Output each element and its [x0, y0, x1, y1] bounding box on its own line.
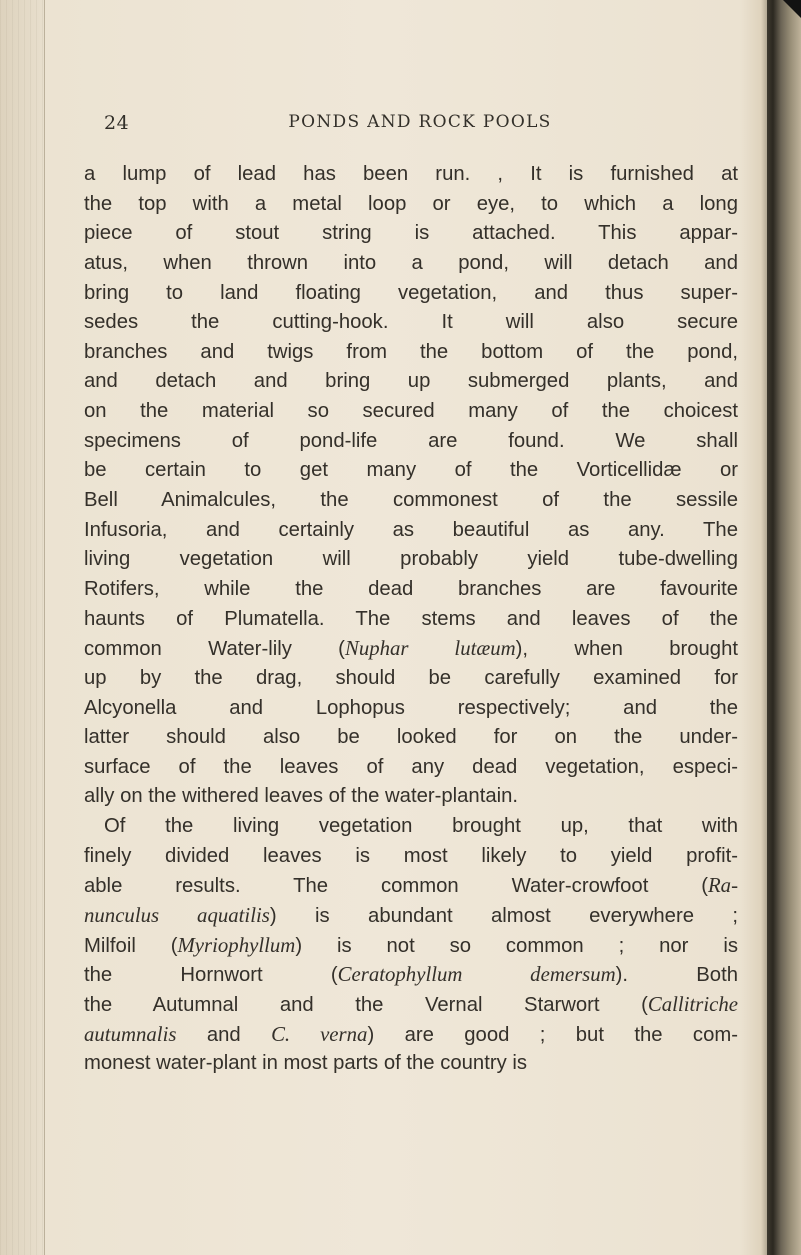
text-line: branches and twigs from the bottom of the pond,: [84, 340, 738, 363]
text-line: surface of the leaves of any dead vegetation, especi-: [84, 755, 738, 778]
text-line: [84, 931, 738, 961]
text-line: up by the drag, should be carefully examined for: [84, 666, 738, 689]
text-line: sedes the cutting-hook. It will also secure: [84, 311, 738, 334]
text-fragment: ). Both: [615, 964, 738, 987]
text-fragment: the Hornwort (: [84, 964, 338, 987]
text-line: Bell Animalcules, the commonest of the sessile: [84, 489, 738, 512]
text-line: [84, 871, 738, 901]
text-line: on the material so secured many of the choicest: [84, 400, 738, 423]
text-line: [84, 901, 738, 931]
text-line: [84, 1020, 738, 1050]
text-line: Rotifers, while the dead branches are favourite: [84, 577, 738, 600]
text-line: bring to land floating vegetation, and thus super-: [84, 281, 738, 304]
text-fragment: able results. The common Water-crowfoot (: [84, 875, 708, 898]
text-line: Alcyonella and Lophopus respectively; and the: [84, 696, 738, 719]
page-header: [104, 112, 736, 144]
text-line: living vegetation will probably yield tube-dwelling: [84, 548, 738, 571]
text-line: and detach and bring up submerged plants, and: [84, 370, 738, 393]
page-left-gutter: [0, 0, 45, 1255]
text-line: be certain to get many of the Vorticellidæ or: [84, 459, 738, 482]
text-line: Infusoria, and certainly as beautiful as any. The: [84, 518, 738, 541]
text-line: [84, 634, 738, 664]
text-fragment: ), when brought: [515, 638, 738, 661]
text-fragment: ) are good ; but the com-: [367, 1023, 739, 1046]
italic-term: Myriophyllum: [177, 933, 296, 957]
text-line: [84, 960, 738, 990]
text-line: atus, when thrown into a pond, will detach and: [84, 251, 738, 274]
italic-term: Callitriche: [647, 992, 738, 1016]
text-line: the top with a metal loop or eye, to which a long: [84, 192, 738, 215]
text-line: finely divided leaves is most likely to yield profit-: [84, 844, 738, 867]
text-fragment: common Water-lily (: [84, 638, 345, 661]
italic-term: nunculus aquatilis: [84, 904, 270, 928]
text-fragment: and: [176, 1023, 272, 1046]
text-line: monest water-plant in most parts of the country is: [84, 1052, 527, 1075]
running-head: PONDS AND ROCK POOLS: [288, 112, 552, 132]
italic-term: Ra-: [707, 874, 738, 898]
text-line: [84, 990, 738, 1020]
text-line: Of the living vegetation brought up, that with: [104, 815, 738, 838]
text-line: ally on the withered leaves of the water-plantain.: [84, 785, 519, 808]
text-line: a lump of lead has been run. , It is furnished at: [84, 163, 738, 185]
page-number: 24: [104, 112, 130, 134]
text-line: piece of stout string is attached. This appar-: [84, 222, 738, 245]
italic-term: autumnalis: [84, 1022, 177, 1046]
text-line: latter should also be looked for on the under-: [84, 726, 738, 749]
text-line: specimens of pond-life are found. We shall: [84, 429, 738, 452]
scan-corner: [783, 0, 801, 18]
italic-term: Ceratophyllum demersum: [337, 963, 616, 987]
italic-term: Nuphar lutæum: [344, 637, 516, 661]
text-fragment: ) is abundant almost everywhere ;: [269, 905, 739, 928]
text-fragment: the Autumnal and the Vernal Starwort (: [84, 993, 648, 1016]
body-text: [84, 160, 738, 1079]
text-fragment: Milfoil (: [84, 934, 178, 957]
text-fragment: ) is not so common ; nor is: [295, 934, 738, 957]
text-line: haunts of Plumatella. The stems and leaves of the: [84, 607, 738, 630]
italic-term: C. verna: [271, 1022, 368, 1046]
book-spine-edge: [767, 0, 801, 1255]
